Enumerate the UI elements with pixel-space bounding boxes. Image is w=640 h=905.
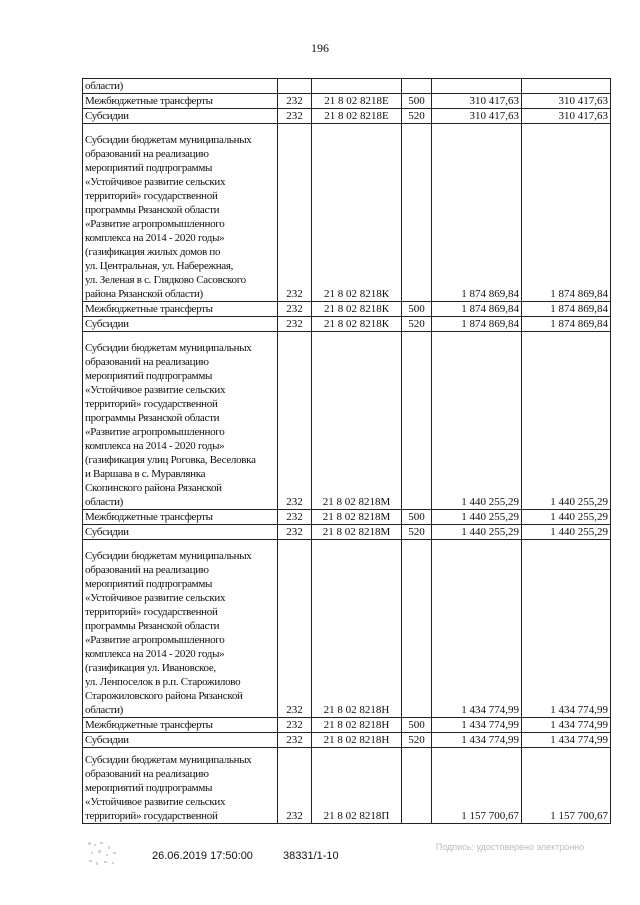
row-name: Субсидии бюджетам муниципальных образований на реализацию мероприятий подпрограммы «Устойчивое развитие сельских территорий» государственной программы Рязанской области «Развитие агропромышленного комплекса на 2014 - 2020 годы» (газификация жилых домов по ул. Центральная, ул. Набережная, ул. Зеленая в с. Глядково Сасовского района Рязанской области) bbox=[83, 124, 278, 302]
footer-timestamp: 26.06.2019 17:50:00 bbox=[152, 850, 253, 862]
row-section: 232 bbox=[278, 317, 312, 332]
footer-doc-number: 38331/1-10 bbox=[283, 850, 339, 862]
row-expense-type: 500 bbox=[402, 510, 432, 525]
row-expense-type: 520 bbox=[402, 317, 432, 332]
row-expense-type: 520 bbox=[402, 109, 432, 124]
table-row bbox=[83, 332, 611, 510]
row-sum-1: 1 434 774,99 bbox=[432, 733, 522, 748]
row-name: Субсидии bbox=[83, 317, 278, 332]
row-expense-type bbox=[402, 124, 432, 302]
row-sum-2: 1 434 774,99 bbox=[522, 733, 611, 748]
row-sum-1: 310 417,63 bbox=[432, 109, 522, 124]
row-sum-2: 1 874 869,84 bbox=[522, 302, 611, 317]
row-sum-2: 1 874 869,84 bbox=[522, 124, 611, 302]
row-section: 232 bbox=[278, 124, 312, 302]
row-section: 232 bbox=[278, 748, 312, 824]
row-sum-1: 1 440 255,29 bbox=[432, 525, 522, 540]
row-name: области) bbox=[83, 79, 278, 94]
table-row bbox=[83, 748, 611, 824]
row-section: 232 bbox=[278, 540, 312, 718]
row-section: 232 bbox=[278, 510, 312, 525]
row-sum-2: 1 157 700,67 bbox=[522, 748, 611, 824]
table-row bbox=[83, 317, 611, 332]
row-sum-2: 310 417,63 bbox=[522, 94, 611, 109]
row-sum-1: 1 874 869,84 bbox=[432, 302, 522, 317]
row-target-code: 21 8 02 8218Н bbox=[312, 718, 402, 733]
row-target-code bbox=[312, 79, 402, 94]
row-expense-type: 520 bbox=[402, 525, 432, 540]
table-row bbox=[83, 79, 611, 94]
row-section: 232 bbox=[278, 733, 312, 748]
table-row bbox=[83, 124, 611, 302]
row-section: 232 bbox=[278, 302, 312, 317]
row-sum-2: 1 440 255,29 bbox=[522, 525, 611, 540]
row-target-code: 21 8 02 8218Е bbox=[312, 94, 402, 109]
row-name: Межбюджетные трансферты bbox=[83, 718, 278, 733]
row-sum-2: 1 874 869,84 bbox=[522, 317, 611, 332]
budget-table bbox=[82, 78, 611, 824]
row-name: Субсидии bbox=[83, 733, 278, 748]
row-expense-type bbox=[402, 540, 432, 718]
table-row bbox=[83, 302, 611, 317]
table-row bbox=[83, 510, 611, 525]
row-target-code: 21 8 02 8218М bbox=[312, 525, 402, 540]
row-target-code: 21 8 02 8218М bbox=[312, 332, 402, 510]
qr-stamp-icon bbox=[86, 840, 120, 868]
row-target-code: 21 8 02 8218Н bbox=[312, 733, 402, 748]
row-expense-type: 500 bbox=[402, 94, 432, 109]
row-name: Субсидии бюджетам муниципальных образований на реализацию мероприятий подпрограммы «Устойчивое развитие сельских территорий» государственной программы Рязанской области «Развитие агропромышленного комплекса на 2014 - 2020 годы» (газификация ул. Ивановское, ул. Ленпоселок в р.п. Старожилово Старожиловского района Рязанской области) bbox=[83, 540, 278, 718]
table-row bbox=[83, 94, 611, 109]
table-row bbox=[83, 109, 611, 124]
row-target-code: 21 8 02 8218П bbox=[312, 748, 402, 824]
row-target-code: 21 8 02 8218К bbox=[312, 302, 402, 317]
row-name: Субсидии бюджетам муниципальных образований на реализацию мероприятий подпрограммы «Устойчивое развитие сельских территорий» государственной bbox=[83, 748, 278, 824]
row-target-code: 21 8 02 8218Н bbox=[312, 540, 402, 718]
row-section: 232 bbox=[278, 109, 312, 124]
row-section: 232 bbox=[278, 332, 312, 510]
row-sum-2: 1 440 255,29 bbox=[522, 332, 611, 510]
row-expense-type: 520 bbox=[402, 733, 432, 748]
row-sum-1: 1 874 869,84 bbox=[432, 317, 522, 332]
row-name: Субсидии bbox=[83, 525, 278, 540]
table-row bbox=[83, 718, 611, 733]
page-number: 196 bbox=[311, 41, 329, 55]
row-sum-1: 1 440 255,29 bbox=[432, 510, 522, 525]
row-name: Субсидии bbox=[83, 109, 278, 124]
row-target-code: 21 8 02 8218К bbox=[312, 124, 402, 302]
row-name: Межбюджетные трансферты bbox=[83, 510, 278, 525]
row-name: Межбюджетные трансферты bbox=[83, 302, 278, 317]
row-sum-1: 1 874 869,84 bbox=[432, 124, 522, 302]
row-sum-1: 310 417,63 bbox=[432, 94, 522, 109]
row-section bbox=[278, 79, 312, 94]
row-section: 232 bbox=[278, 94, 312, 109]
row-name: Межбюджетные трансферты bbox=[83, 94, 278, 109]
row-expense-type bbox=[402, 79, 432, 94]
row-name: Субсидии бюджетам муниципальных образований на реализацию мероприятий подпрограммы «Устойчивое развитие сельских территорий» государственной программы Рязанской области «Развитие агропромышленного комплекса на 2014 - 2020 годы» (газификация улиц Роговка, Веселовка и Варшава в с. Муравлянка Скопинского района Рязанской области) bbox=[83, 332, 278, 510]
row-sum-2: 1 434 774,99 bbox=[522, 540, 611, 718]
table-row bbox=[83, 540, 611, 718]
row-target-code: 21 8 02 8218Е bbox=[312, 109, 402, 124]
row-expense-type bbox=[402, 332, 432, 510]
row-sum-1: 1 434 774,99 bbox=[432, 540, 522, 718]
row-sum-2 bbox=[522, 79, 611, 94]
row-sum-1: 1 434 774,99 bbox=[432, 718, 522, 733]
row-sum-1: 1 157 700,67 bbox=[432, 748, 522, 824]
row-expense-type: 500 bbox=[402, 302, 432, 317]
table-row bbox=[83, 733, 611, 748]
row-section: 232 bbox=[278, 525, 312, 540]
row-target-code: 21 8 02 8218М bbox=[312, 510, 402, 525]
table-row bbox=[83, 525, 611, 540]
row-target-code: 21 8 02 8218К bbox=[312, 317, 402, 332]
row-section: 232 bbox=[278, 718, 312, 733]
row-sum-2: 1 434 774,99 bbox=[522, 718, 611, 733]
row-sum-1: 1 440 255,29 bbox=[432, 332, 522, 510]
row-sum-2: 310 417,63 bbox=[522, 109, 611, 124]
electronic-signature-stamp: Подпись: удостоверено электронно bbox=[435, 842, 585, 852]
row-expense-type: 500 bbox=[402, 718, 432, 733]
row-sum-2: 1 440 255,29 bbox=[522, 510, 611, 525]
row-expense-type bbox=[402, 748, 432, 824]
row-sum-1 bbox=[432, 79, 522, 94]
